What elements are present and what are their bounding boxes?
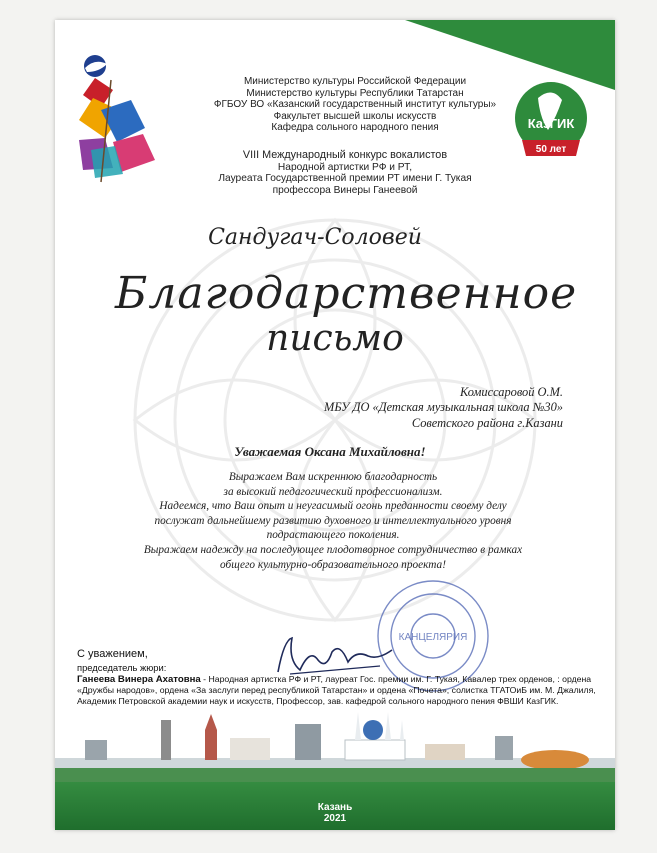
recipient-line: Советского района г.Казани <box>411 415 563 430</box>
body-line: послужат дальнейшему развитию духовного и интеллектуального уровня <box>154 514 512 527</box>
header-line: Кафедра сольного народного пения <box>271 122 439 134</box>
body-line: за высокий педагогический профессионализм. <box>223 485 443 498</box>
letter-title-second-line: письмо <box>266 318 404 359</box>
recipient-line: Комиссаровой О.М. <box>459 385 563 399</box>
body-line: общего культурно-образовательного проекта! <box>220 558 446 571</box>
footer-city: Казань <box>317 802 353 813</box>
body-line: Выражаем надежду на последующее плодотворное сотрудничество в рамках <box>143 543 523 556</box>
contest-line: профессора Винеры Ганеевой <box>272 184 418 196</box>
kazan-skyline <box>55 710 615 782</box>
header-line: Министерство культуры Российской Федерации <box>243 76 467 87</box>
contest-title: VIII Международный конкурс вокалистов <box>242 149 448 161</box>
chair-role: председатель жюри: <box>77 662 167 673</box>
closing-regards <box>77 648 166 674</box>
kazgik-logo <box>510 78 592 168</box>
chair-name: Ганеева Винера Ахатовна <box>77 674 201 685</box>
salutation: Уважаемая Оксана Михайловна! <box>234 444 426 459</box>
body-line: Надеемся, что Ваш опыт и неугасимый огонь преданности своему делу <box>159 500 507 513</box>
header-line: Министерство культуры Республики Татарстан <box>246 87 464 99</box>
contest-line: Лауреата Государственной премии РТ имени Г. Тукая <box>218 173 472 185</box>
certificate-sheet <box>55 20 615 830</box>
stamp-text: КАНЦЕЛЯРИЯ <box>398 632 468 643</box>
issuer-header <box>190 76 520 134</box>
header-line: ФГБОУ ВО «Казанский государственный институт культуры» <box>213 99 497 111</box>
anniversary-text: 50 лет <box>535 144 567 155</box>
chair-titles: - Народная артистка РФ и РТ, лауреат Гос. премии им. Г. Тукая, Кавалер трех орденов, : ордена «Дружбы народов», ордена «За заслуги перед республикой Татарстан» и ордена «Почета», солистка ТГАТОиБ им. М. Джалиля, Академик Петровской академии наук и искусств, Профессор, зав. кафедрой сольного народного пения ФВШИ КазГИК. <box>77 674 596 706</box>
body-line: Выражаем Вам искреннюю благодарность <box>228 471 438 483</box>
letter-body <box>113 470 553 572</box>
kazgik-logo-text: КазГИК <box>527 116 575 131</box>
header-line: Факультет высшей школы искусств <box>273 110 437 122</box>
contest-line: Народной артистки РФ и РТ, <box>277 161 413 173</box>
festival-logo <box>65 50 165 185</box>
footer <box>55 802 615 824</box>
regards-text: С уважением, <box>77 648 148 660</box>
recipient-line: МБУ ДО «Детская музыкальная школа №30» <box>324 400 563 415</box>
contest-name: Сандугач-Соловей <box>208 225 422 250</box>
footer-year: 2021 <box>323 813 347 824</box>
body-line: подрастающего поколения. <box>266 529 400 542</box>
recipient-block <box>243 385 563 431</box>
chair-info <box>77 674 597 707</box>
contest-info <box>170 150 520 196</box>
chair-signature <box>270 630 400 680</box>
letter-title: Благодарственное <box>115 268 578 319</box>
